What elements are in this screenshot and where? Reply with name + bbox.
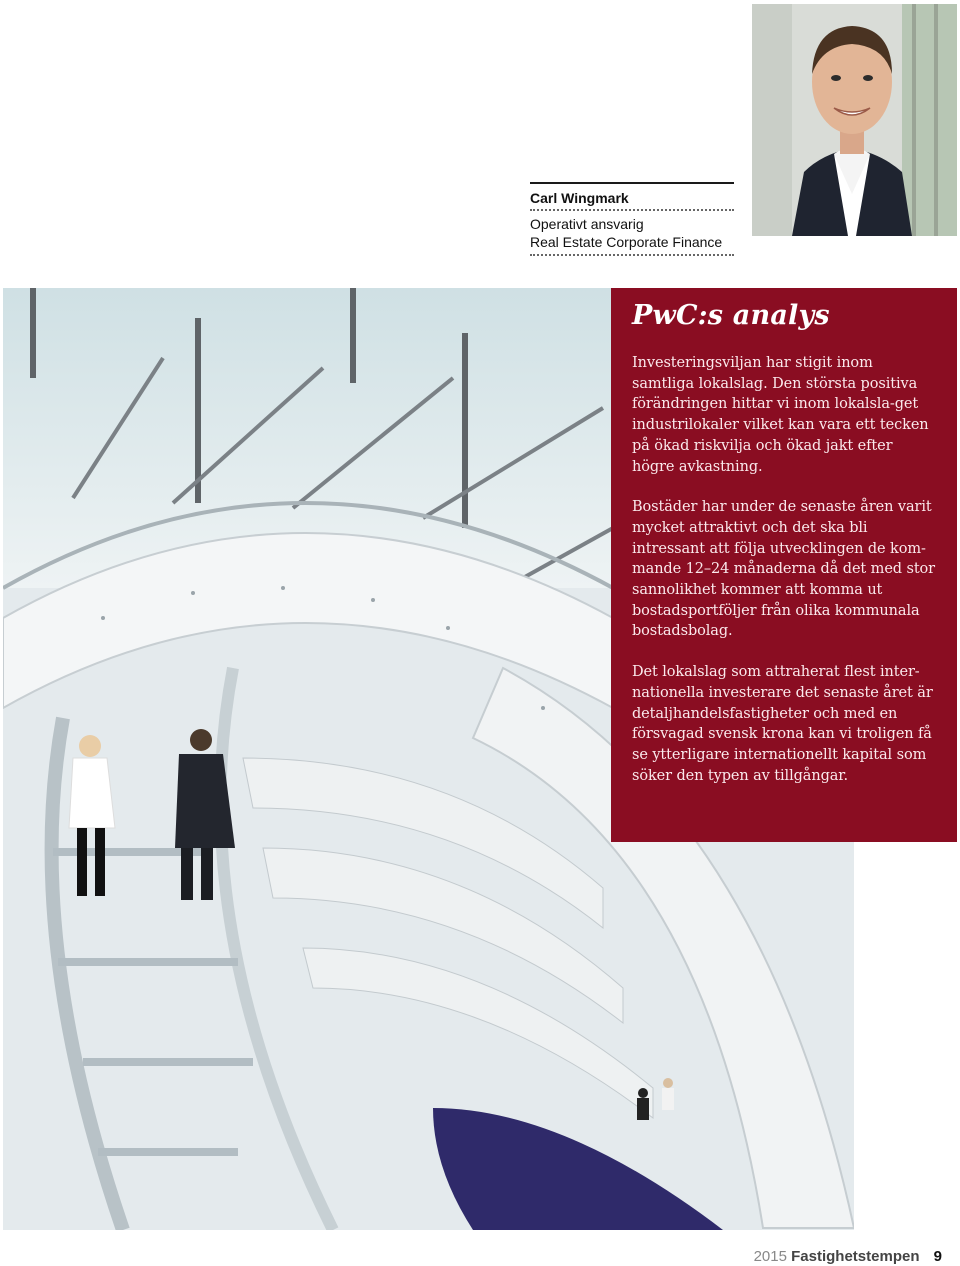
byline-title-line2: Real Estate Corporate Finance (530, 234, 723, 250)
page-footer (754, 1248, 942, 1265)
byline (530, 182, 734, 256)
byline-bottom-divider (530, 254, 734, 256)
analysis-paragraph-1: Investeringsviljan har stigit inom samtliga lokalslag. Den största positiva förändringen hittar vi inom lokalsla-get industrilokaler vilket kan vara ett tecken på ökad riskvilja och ökad jakt efter högre avkastning. (632, 355, 929, 475)
byline-top-rule (530, 182, 734, 184)
byline-divider (530, 209, 734, 211)
portrait-photo (752, 4, 957, 236)
footer-year: 2015 (753, 1248, 787, 1265)
page-number: 9 (933, 1248, 942, 1265)
analysis-paragraph-3: Det lokalslag som attraherat flest inter-nationella investerare det senaste året är detaljhandelsfastigheter och med en försvagad svensk krona kan vi troligen få se ytterligare internationellt kapital som söker den typen av tillgångar. (632, 664, 933, 784)
byline-title-line1: Operativt ansvarig (530, 216, 644, 232)
byline-name: Carl Wingmark (530, 190, 629, 206)
analysis-paragraph-2: Bostäder har under de senaste åren varit mycket attraktivt och det ska bli intressant att följa utvecklingen de kom-mande 12–24 månaderna då det med stor sannolikhet kommer att komma ut bostadsportföljer från olika kommunala bostadsbolag. (632, 499, 936, 640)
footer-magazine: Fastighetstempen (791, 1248, 920, 1265)
analysis-heading: PwC:s analys (632, 300, 830, 331)
pwc-analysis-box (611, 288, 957, 842)
